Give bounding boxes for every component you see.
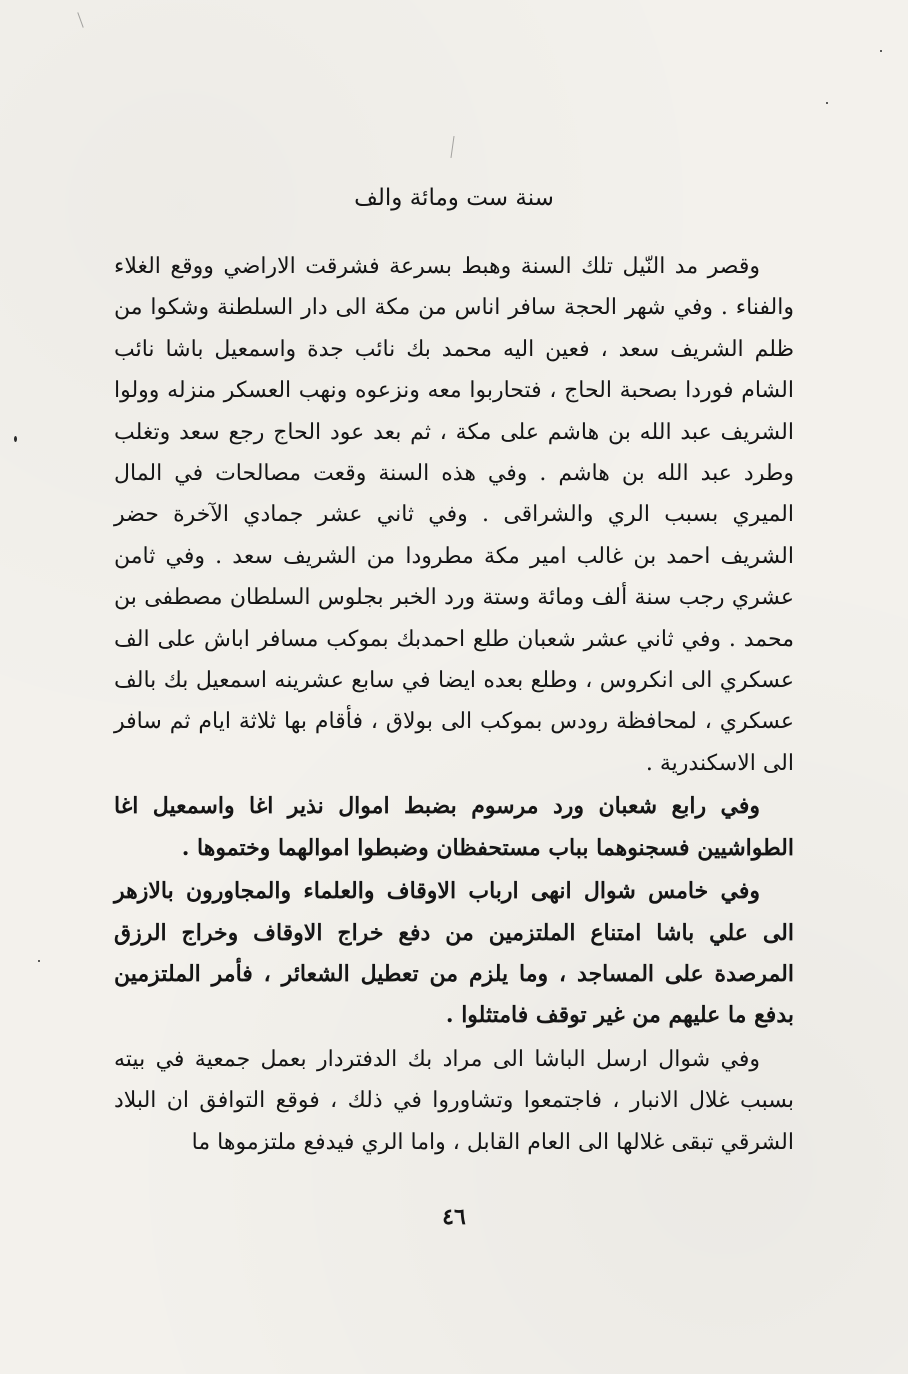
paragraph: وفي شوال ارسل الباشا الى مراد بك الدفتردار بعمل جمعية في بيته بسبب غلال الانبار ، فاجتمعوا وتشاوروا في ذلك ، فوقع التوافق ان البلاد الشرقي تبقى غلالها الى العام القابل ، واما الري فيدفع ملتزموها ما: [114, 1046, 794, 1155]
scan-speck: [14, 436, 17, 442]
scan-speck: [880, 50, 882, 52]
scan-speck: [38, 960, 40, 962]
scan-mark: [450, 136, 454, 158]
paragraph: وقصر مد النّيل تلك السنة وهبط بسرعة فشرقت الاراضي ووقع الغلاء والفناء . وفي شهر الحجة سافر اناس من مكة الى دار السلطنة وشكوا من ظلم الشريف سعد ، فعين اليه محمد بك نائب جدة واسمعيل باشا نائب الشام فوردا بصحبة الحاج ، فتحاربوا معه ونزعوه ونهب العسكر منزله وولوا الشريف عبد الله بن هاشم على مكة ، ثم بعد عود الحاج رجع سعد وتغلب وطرد عبد الله بن هاشم . وفي هذه السنة وقعت مصالحات في المال الميري بسبب الري والشراقى . وفي ثاني عشر جمادي الآخرة حضر الشريف احمد بن غالب امير مكة مطرودا من الشريف سعد . وفي ثامن عشري رجب سنة ألف ومائة وستة ورد الخبر بجلوس السلطان مصطفى بن محمد . وفي ثاني عشر شعبان طلع احمدبك بموكب مسافر اباش على الف عسكري الى انكروس ، وطلع بعده ايضا في سابع عشرينه اسمعيل بك بالف عسكري ، لمحافظة رودس بموكب الى بولاق ، فأقام بها ثلاثة ايام ثم سافر الى الاسكندرية .: [114, 254, 794, 776]
body-text: [114, 246, 794, 1165]
paragraph: وفي خامس شوال انهى ارباب الاوقاف والعلماء والمجاورون بالازهر الى علي باشا امتناع الملتزمين من دفع خراج الاوقاف وخراج الرزق المرصدة على المساجد ، وما يلزم من تعطيل الشعائر ، فأمر الملتزمين بدفع ما عليهم من غير توقف فامتثلوا .: [114, 878, 794, 1029]
scan-speck: [826, 102, 828, 104]
scan-mark: [77, 12, 83, 27]
paragraph: وفي رابع شعبان ورد مرسوم بضبط اموال نذير اغا واسمعيل اغا الطواشيين فسجنوهما بباب مستحفظان وضبطوا اموالهما وختموها .: [114, 793, 794, 861]
page-title: سنة ست ومائة والف: [354, 185, 554, 211]
page-number: ٤٦: [442, 1204, 466, 1230]
